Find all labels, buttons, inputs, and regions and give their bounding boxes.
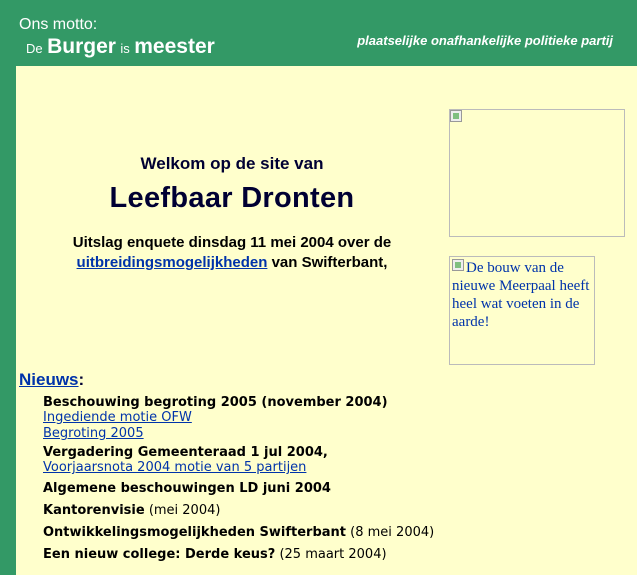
news-link-begroting-2005[interactable]: Begroting 2005 (43, 426, 144, 441)
motto-meester: meester (134, 35, 215, 58)
intro-block (16, 150, 448, 273)
news-item-date: (8 mei 2004) (350, 525, 435, 540)
news-item-title: Kantorenvisie (43, 503, 145, 518)
news-item-title: Algemene beschouwingen LD juni 2004 (43, 481, 331, 496)
news-item (43, 525, 463, 540)
meerpaal-image-alt: De bouw van de nieuwe Meerpaal heeft heel wat voeten in de aarde! (452, 260, 590, 330)
news-item (43, 503, 463, 518)
welcome-text: Welkom op de site van (140, 154, 324, 173)
news-item (43, 395, 463, 442)
news-item-date: (mei 2004) (148, 503, 221, 518)
news-item-title: Vergadering Gemeenteraad 1 jul 2004, (43, 445, 328, 460)
motto-label: Ons motto: (19, 16, 98, 33)
site-header (0, 0, 637, 66)
news-list (43, 395, 463, 562)
uitbreidingsmogelijkheden-link[interactable]: uitbreidingsmogelijkheden (76, 254, 268, 271)
motto-line (26, 35, 215, 59)
motto-burger: Burger (47, 35, 116, 58)
news-item-date: (25 maart 2004) (279, 547, 387, 562)
news-item (43, 481, 463, 496)
motto-de: De (26, 41, 43, 56)
image-placeholder-top (449, 109, 625, 237)
news-item (43, 547, 463, 562)
enquete-line: Uitslag enquete dinsdag 11 mei 2004 over de (72, 234, 392, 251)
news-item-title: Een nieuw college: Derde keus? (43, 547, 276, 562)
news-heading (19, 370, 84, 390)
tagline: plaatselijke onafhankelijke politieke partij (357, 33, 613, 48)
news-item-title: Beschouwing begroting 2005 (november 2004) (43, 395, 388, 410)
news-link-motie-ofw[interactable]: Ingediende motie OFW (43, 410, 192, 425)
news-item (43, 445, 463, 476)
broken-image-icon (450, 110, 462, 122)
page-title: Leefbaar Dronten (109, 182, 355, 214)
enquete-after: van Swifterbant, (271, 254, 388, 271)
enquete-text (16, 233, 448, 273)
meerpaal-image-link[interactable] (449, 256, 595, 365)
motto-is: is (120, 41, 130, 56)
news-heading-link[interactable]: Nieuws (19, 370, 79, 389)
news-item-title: Ontwikkelingsmogelijkheden Swifterbant (43, 525, 347, 540)
news-link-voorjaarsnota[interactable]: Voorjaarsnota 2004 motie van 5 partijen (43, 460, 307, 475)
left-sidebar-bar (0, 66, 16, 575)
news-colon: : (78, 370, 85, 389)
broken-image-icon (452, 259, 464, 271)
